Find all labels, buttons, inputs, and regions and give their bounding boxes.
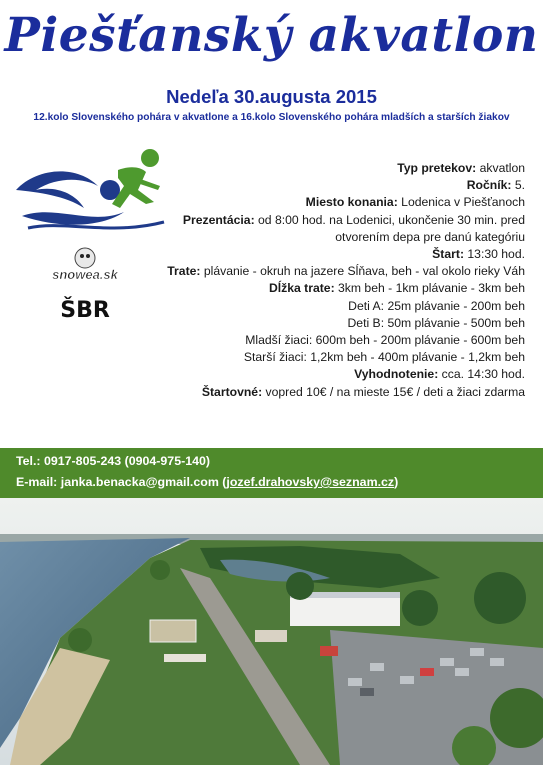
sponsor-logo-text: snowea.sk: [52, 267, 118, 282]
info-trate: Trate: plávanie - okruh na jazere Sĺňava, beh - val okolo rieky Váh: [167, 264, 525, 279]
info-miesto: Miesto konania: Lodenica v Piešťanoch: [305, 195, 525, 210]
info-deti-b: Deti B: 50m plávanie - 500m beh: [347, 315, 525, 330]
aerial-photo-icon: [0, 498, 543, 765]
info-startovne: Štartovné: vopred 10€ / na mieste 15€ / deti a žiaci zdarma: [201, 384, 525, 399]
contact-email: E-mail: janka.benacka@gmail.com (jozef.drahovsky@seznam.cz): [16, 475, 399, 489]
poster-title: Piešťanský akvatlon: [4, 8, 539, 63]
info-dlzka: Dĺžka trate: 3km beh - 1km plávanie - 3km beh: [268, 281, 525, 296]
sbr-logo-text: ŠBR: [60, 298, 110, 323]
info-start: Štart: 13:30 hod.: [432, 247, 525, 262]
info-starsi: Starší žiaci: 1,2km beh - 400m plávanie - 1,2km beh: [243, 350, 525, 365]
info-deti-a: Deti A: 25m plávanie - 200m beh: [348, 298, 525, 313]
sbr-logo-icon: [50, 291, 120, 325]
info-prezentacia-2: otvorením depa pre danú kategóriu: [335, 229, 525, 244]
contact-band: [0, 448, 543, 498]
info-typ: Typ pretekov: akvatlon: [397, 161, 525, 175]
info-vyhodnotenie: Vyhodnotenie: cca. 14:30 hod.: [354, 367, 525, 382]
contact-phone: Tel.: 0917-805-243 (0904-975-140): [16, 454, 211, 468]
info-mladsi: Mladší žiaci: 600m beh - 200m plávanie - 600m beh: [245, 333, 525, 348]
event-subtitle: 12.kolo Slovenského pohára v akvatlone a 16.kolo Slovenského pohára mladších a starších žiakov: [33, 112, 510, 123]
info-prezentacia: Prezentácia: od 8:00 hod. na Lodenici, ukončenie 30 min. pred: [182, 212, 525, 227]
sponsor-logo-icon: [47, 246, 123, 288]
info-rocnik: Ročník: 5.: [466, 178, 525, 193]
event-date: Nedeľa 30.augusta 2015: [166, 86, 377, 107]
race-info: [145, 160, 525, 401]
email-link[interactable]: jozef.drahovsky@seznam.cz: [226, 475, 395, 489]
